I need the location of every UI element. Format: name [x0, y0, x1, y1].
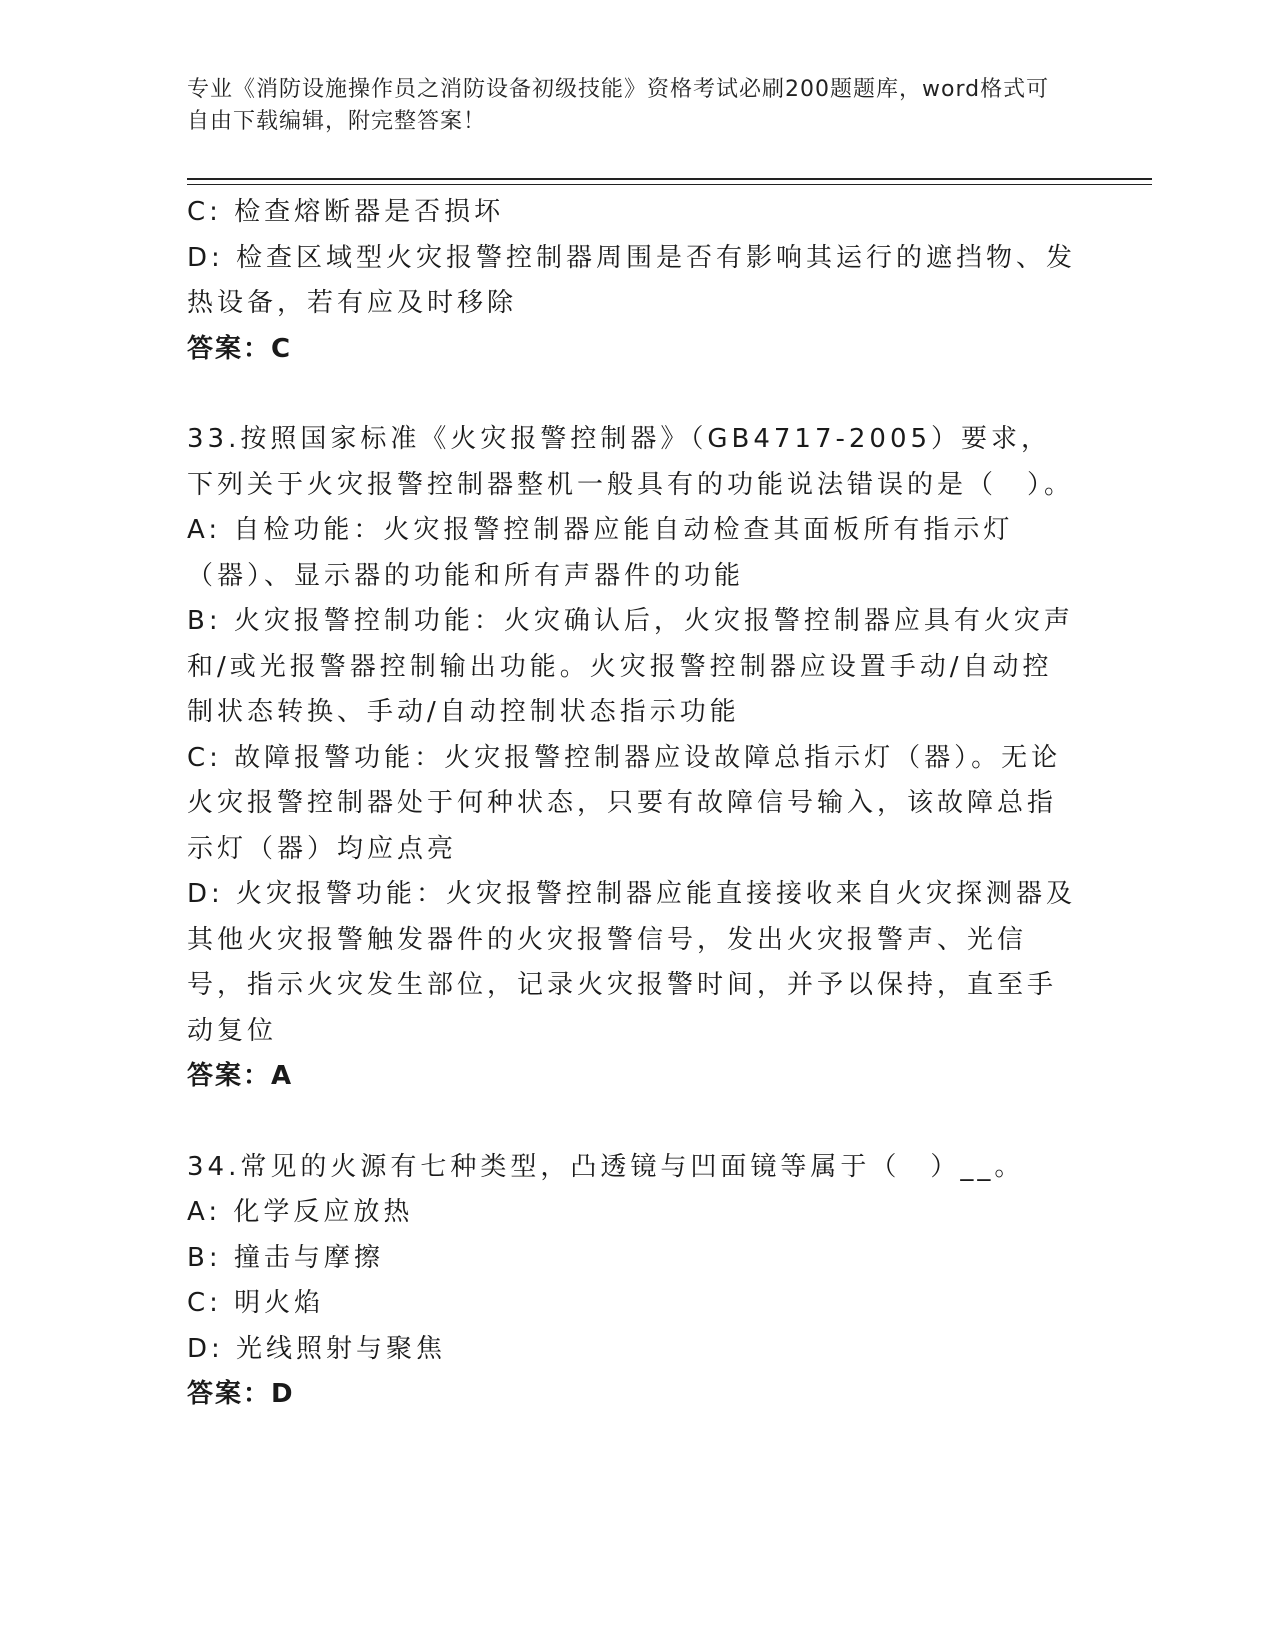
option-a: A: 化学反应放热 [187, 1197, 414, 1227]
spacer [187, 1100, 1077, 1145]
option-c: C: 明火焰 [187, 1288, 325, 1318]
option-b: B: 火灾报警控制功能：火灾确认后，火灾报警控制器应具有火灾声和/或光报警器控制输出功能。火灾报警控制器应设置手动/自动控制状态转换、手动/自动控制状态指示功能 [187, 606, 1074, 727]
option-c: C: 故障报警功能：火灾报警控制器应设故障总指示灯（器）。无论火灾报警控制器处于何种状态，只要有故障信号输入，该故障总指示灯（器）均应点亮 [187, 742, 1062, 864]
question-34-block [187, 1145, 1077, 1418]
header-divider-thick [187, 178, 1152, 180]
option-d: D: 光线照射与聚焦 [187, 1333, 447, 1364]
answer-line: 答案：D [187, 1379, 295, 1409]
answer-line: 答案：C [187, 333, 293, 364]
question-stem: 33.按照国家标准《火灾报警控制器》（GB4717-2005）要求，下列关于火灾报警控制器整机一般具有的功能说法错误的是（ ）。 [187, 424, 1075, 500]
page-header: 专业《消防设施操作员之消防设备初级技能》资格考试必刷200题题库，word格式可自由下载编辑，附完整答案！ [187, 77, 1050, 134]
document-body [187, 190, 1077, 1418]
option-c: C: 检查熔断器是否损坏 [187, 197, 505, 227]
spacer [187, 372, 1077, 417]
question-stem: 34.常见的火源有七种类型，凸透镜与凹面镜等属于（ ）__。 [187, 1151, 1025, 1182]
option-d: D: 火灾报警功能：火灾报警控制器应能直接接收来自火灾探测器及其他火灾报警触发器件的火灾报警信号，发出火灾报警声、光信号，指示火灾发生部位，记录火灾报警时间，并予以保持，直至手动复位 [187, 879, 1077, 1046]
header-divider-thin [187, 184, 1152, 185]
option-d: D: 检查区域型火灾报警控制器周围是否有影响其运行的遮挡物、发热设备，若有应及时移除 [187, 242, 1077, 318]
option-a: A: 自检功能：火灾报警控制器应能自动检查其面板所有指示灯（器）、显示器的功能和所有声器件的功能 [187, 515, 1014, 591]
option-b: B: 撞击与摩擦 [187, 1242, 384, 1273]
prev-question-block [187, 190, 1077, 372]
question-33-block [187, 417, 1077, 1100]
answer-line: 答案：A [187, 1061, 294, 1091]
